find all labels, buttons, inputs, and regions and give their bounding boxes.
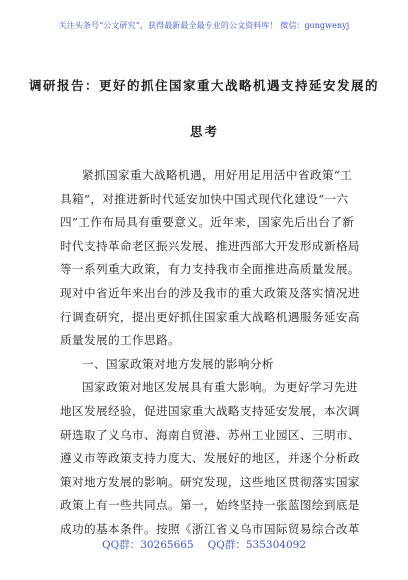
body-line: 现对中省近年来出台的涉及我市的重大政策及落实情况进 bbox=[60, 285, 360, 300]
body-line: 时代支持革命老区振兴发展、推进西部大开发形成新格局 bbox=[60, 238, 360, 253]
body-line: 具箱”，对推进新时代延安加快中国式现代化建设“一六 bbox=[60, 191, 349, 206]
footer-qq-group-2: QQ群：535304092 bbox=[207, 539, 306, 551]
body-line: 行调查研究，提出更好抓住国家重大战略机遇服务延安高 bbox=[60, 309, 360, 324]
document-body bbox=[60, 164, 360, 542]
header-promo-note: 关注头条号“公文研究”，获得最新最全最专业的公文资料库！ 微信：gongwenyj bbox=[58, 21, 350, 30]
document-title: 调研报告：更好的抓住国家重大战略机遇支持延安发展的 bbox=[28, 78, 379, 93]
body-line: 质量发展的工作思路。 bbox=[60, 333, 180, 348]
body-line: 地区发展经验，促进国家重大战略支持延安发展，本次调 bbox=[60, 403, 360, 418]
body-line: 遵义市等政策支持力度大、发展好的地区，并逐个分析政 bbox=[60, 451, 360, 466]
section-heading: 一、国家政策对地方发展的影响分析 bbox=[82, 356, 274, 371]
body-line: 策对地方发展的影响。研究发现，这些地区贯彻落实国家 bbox=[60, 474, 360, 489]
body-line: 政策上有一些共同点。第一，始终坚持一张蓝图绘到底是 bbox=[60, 498, 360, 513]
body-line: 研选取了义乌市、海南自贸港、苏州工业园区、三明市、 bbox=[60, 427, 360, 442]
body-line: 紧抓国家重大战略机遇，用好用足用活中省政策“工 bbox=[82, 168, 353, 182]
body-line: 成功的基本条件。按照《浙江省义乌市国际贸易综合改革 bbox=[60, 521, 360, 536]
body-line: 四”工作布局具有重要意义。近年来，国家先后出台了新 bbox=[60, 215, 355, 230]
body-line: 国家政策对地区发展具有重大影响。为更好学习先进 bbox=[82, 380, 358, 395]
document-title-continued: 思考 bbox=[190, 124, 220, 139]
footer-qq-group-1: QQ群：30265665 bbox=[101, 539, 194, 551]
footer-contact bbox=[0, 537, 408, 552]
body-line: 等一系列重大政策，有力支持我市全面推进高质量发展。 bbox=[60, 262, 360, 277]
